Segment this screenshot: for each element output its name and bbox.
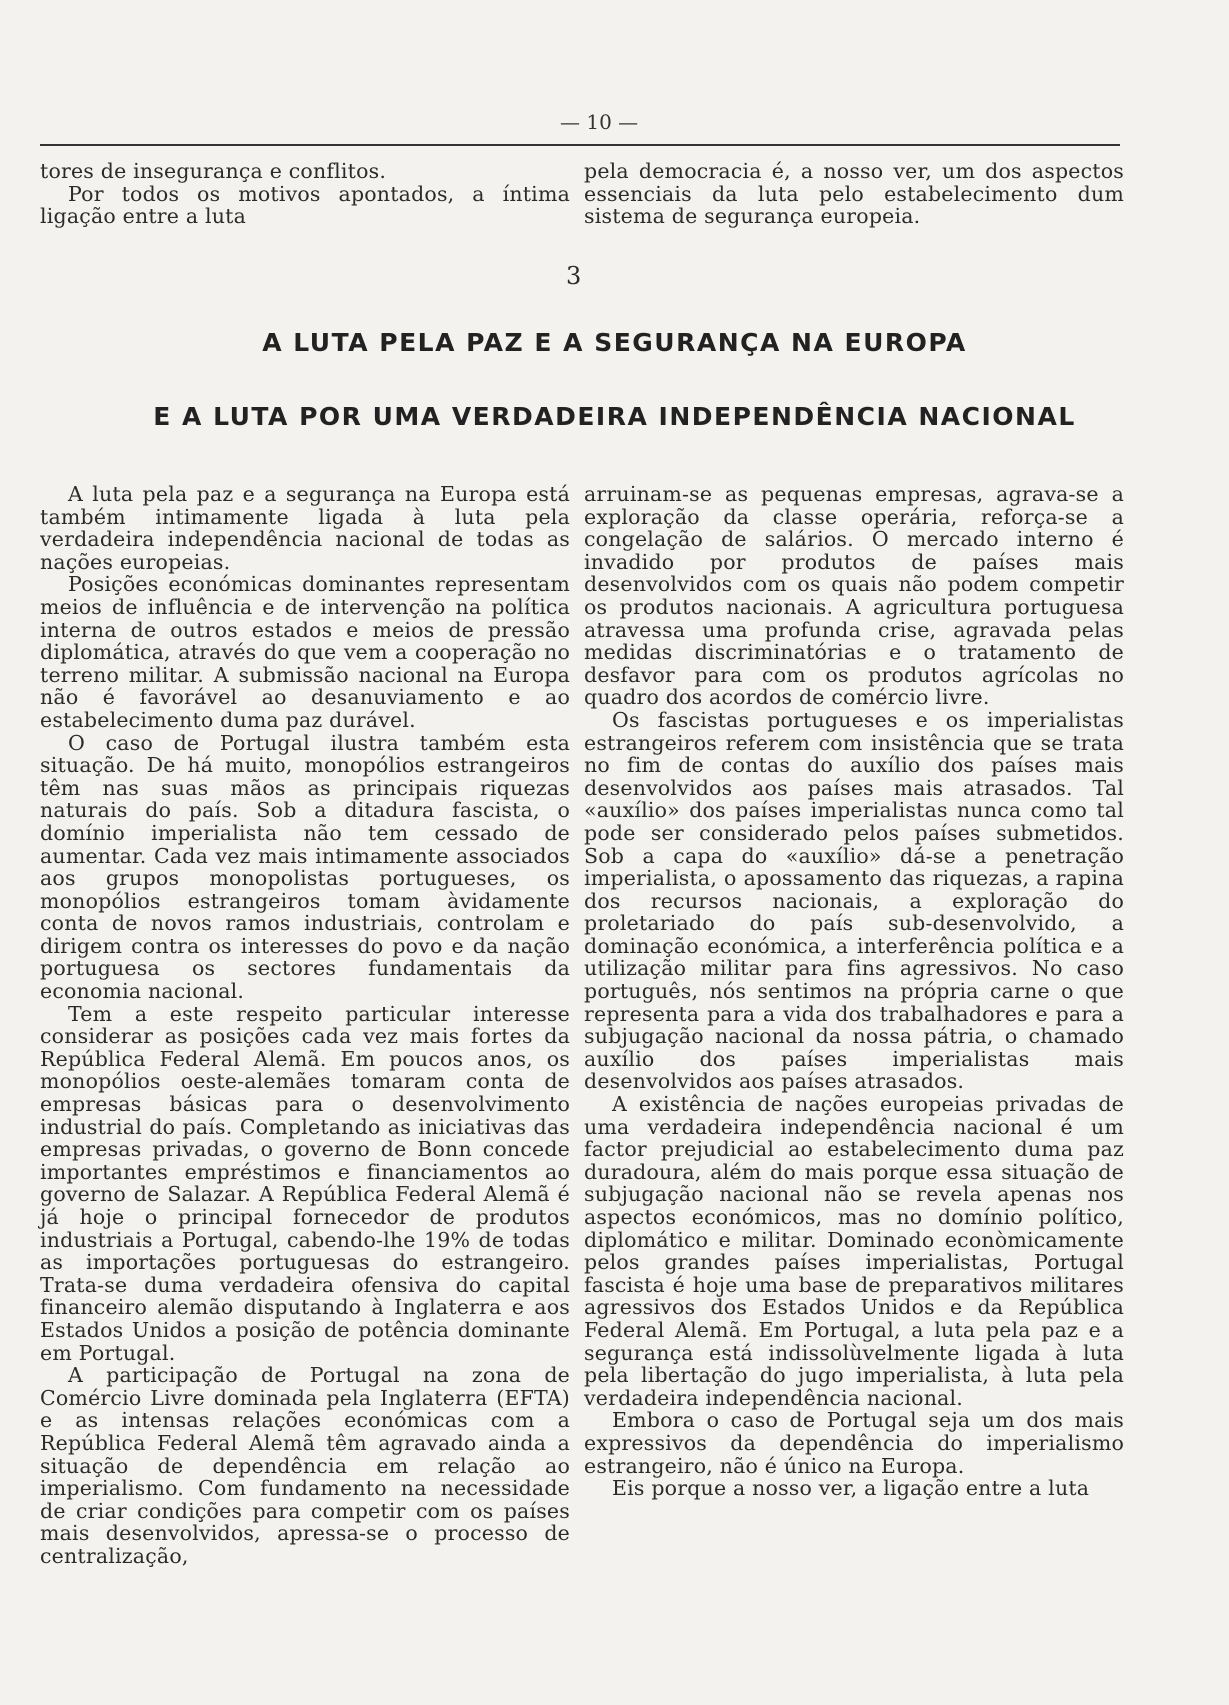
paragraph: Por todos os motivos apontados, a íntima ligação entre a luta [40,181,570,229]
body-left-column [40,483,570,1568]
paragraph: A existência de nações europeias privadas de uma verdadeira independência nacional é um factor prejudicial ao estabelecimento duma paz duradoura, além do mais porque essa situação de subjugação nacional não se revela apenas nos aspectos económicos, mas no domínio político, diplomático e militar. Dominado econòmicamente pelos grandes países imperialistas, Portugal fascista é hoje uma base de preparativos militares agressivos dos Estados Unidos e da República Federal Alemã. Em Portugal, a luta pela paz e a segurança está indissolùvelmente ligada à luta pela libertação do jugo imperialista, à luta pela verdadeira independência nacional. [584,1092,1124,1410]
paragraph: Os fascistas portugueses e os imperialistas estrangeiros referem com insistência que se trata no fim de contas do auxílio dos países mais desenvolvidos aos países mais atrasados. Tal «auxílio» dos países imperialistas nunca como tal pode ser considerado pelos países submetidos. Sob a capa do «auxílio» dá-se a penetração imperialista, o apossamento das riquezas, a rapina dos recursos nacionais, a exploração do proletariado do país sub-desenvolvido, a dominação económica, a interferência política e a utilização militar para fins agressivos. No caso português, nós sentimos na própria carne o que representa para a vida dos trabalhadores e para a subjugação nacional da nossa pátria, o chamado auxílio dos países imperialistas mais desenvolvidos aos países atrasados. [584,707,1124,1094]
paragraph: pela democracia é, a nosso ver, um dos aspectos essenciais da luta pelo estabelecimento dum sistema de segurança europeia. [584,159,1124,229]
paragraph: arruinam-se as pequenas empresas, agrava-se a exploração da classe operária, reforça-se a congelação de salários. O mercado interno é invadido por produtos de países mais desenvolvidos com os quais não podem competir os produtos nacionais. A agricultura portuguesa atravessa uma profunda crise, agravada pelas medidas discriminatórias e o tratamento de desfavor para com os produtos agrícolas no quadro dos acordos de comércio livre. [584,482,1124,710]
paragraph: Posições económicas dominantes representam meios de influência e de intervenção na política interna de outros estados e meios de pressão diplomática, através do que vem a cooperação no terreno militar. A submissão nacional na Europa não é favorável ao desanuviamento e ao estabelecimento duma paz durável. [40,572,570,732]
paragraph: A luta pela paz e a segurança na Europa está também intimamente ligada à luta pela verdadeira independência nacional de todas as nações europeias. [40,482,570,574]
paragraph: Embora o caso de Portugal seja um dos mais expressivos da dependência do imperialismo estrangeiro, não é único na Europa. [584,1408,1124,1478]
paragraph: Eis porque a nosso ver, a ligação entre a luta [612,1476,1090,1501]
top-right-column [584,160,1124,228]
header-rule [40,144,1120,146]
paragraph: tores de insegurança e conflitos. [40,159,387,183]
paragraph: O caso de Portugal ilustra também esta situação. De há muito, monopólios estrangeiros têm nas suas mãos as principais riquezas naturais do país. Sob a ditadura fascista, o domínio imperialista não tem cessado de aumentar. Cada vez mais intimamente associados aos grupos monopolistas portugueses, os monopólios estrangeiros tomam àvidamente conta de novos ramos industriais, controlam e dirigem contra os interesses do povo e da nação portuguesa os sectores fundamentais da economia nacional. [40,730,570,1004]
section-heading-line-2: E A LUTA POR UMA VERDADEIRA INDEPENDÊNCIA NACIONAL [153,402,1076,431]
section-number: 3 [566,262,582,290]
page-number: — 10 — [560,110,639,134]
top-left-column [40,160,570,228]
paragraph: A participação de Portugal na zona de Comércio Livre dominada pela Inglaterra (EFTA) e as intensas relações económicas com a República Federal Alemã têm agravado ainda a situação de dependência em relação ao imperialismo. Com fundamento na necessidade de criar condições para competir com os países mais desenvolvidos, apressa-se o processo de centralização, [40,1363,570,1568]
body-right-column [584,483,1124,1500]
section-heading-line-1: A LUTA PELA PAZ E A SEGURANÇA NA EUROPA [262,328,967,357]
paragraph: Tem a este respeito particular interesse considerar as posições cada vez mais fortes da República Federal Alemã. Em poucos anos, os monopólios oeste-alemães tomaram conta de empresas básicas para o desenvolvimento industrial do país. Completando as iniciativas das empresas privadas, o governo de Bonn concede importantes empréstimos e financiamentos ao governo de Salazar. A República Federal Alemã é já hoje o principal fornecedor de produtos industriais a Portugal, cabendo-lhe 19% de todas as importações portuguesas do estrangeiro. Trata-se duma verdadeira ofensiva do capital financeiro alemão disputando à Inglaterra e aos Estados Unidos a posição de potência dominante em Portugal. [40,1001,570,1365]
